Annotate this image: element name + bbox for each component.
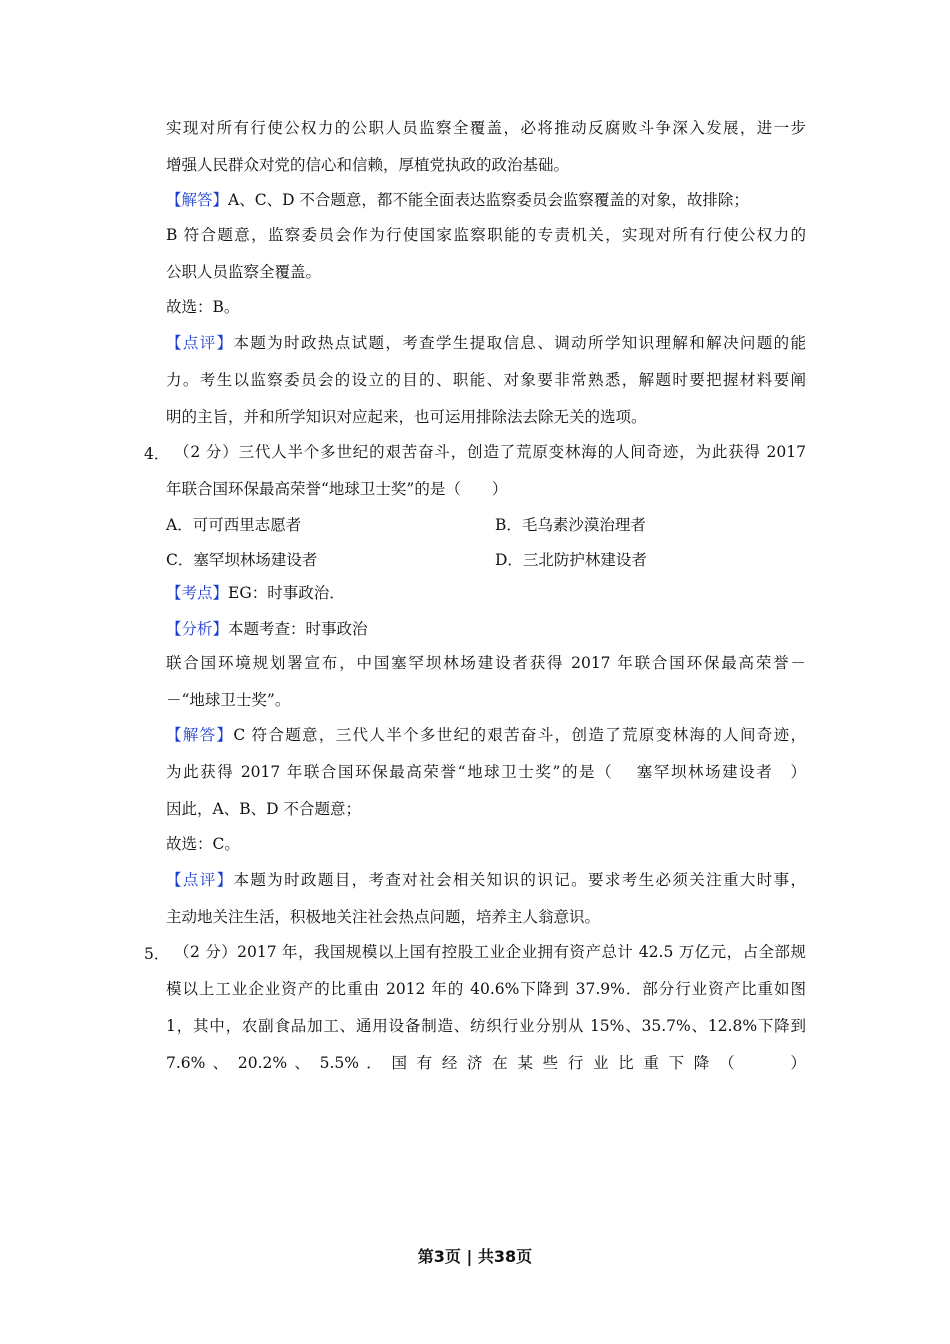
- option-c: C．塞罕坝林场建设者: [166, 551, 318, 569]
- analysis-tag: 【分析】: [166, 620, 229, 638]
- comment-text: 本题为时政热点试题，考查学生提取信息、调动所学知识理解和解决问题的能: [233, 334, 806, 352]
- question-stem: 7.6% 、 20.2% 、 5.5% ． 国 有 经 济 在 某 些 行 业 比 重 下 降 （ ）: [166, 1054, 806, 1072]
- comment-tag: 【点评】: [166, 871, 234, 889]
- comment-text: 本题为时政题目，考查对社会相关知识的识记。要求考生必须关注重大时事，: [233, 871, 806, 889]
- text-line: 公职人员监察全覆盖。: [166, 263, 322, 281]
- text-line: 因此，A、B、D 不合题意；: [166, 800, 361, 818]
- text-line: 主动地关注生活，积极地关注社会热点问题，培养主人翁意识。: [166, 908, 601, 926]
- answer-text: C 符合题意，三代人半个多世纪的艰苦奋斗，创造了荒原变林海的人间奇迹，: [233, 726, 806, 744]
- answer-text: A、C、D 不合题意，都不能全面表达监察委员会监察覆盖的对象，故排除；: [228, 191, 749, 209]
- text-line: －“地球卫士奖”。: [166, 691, 291, 709]
- text-line: 实现对所有行使公权力的公职人员监察全覆盖，必将推动反腐败斗争深入发展，进一步: [166, 119, 806, 137]
- option-a: A．可可西里志愿者: [166, 516, 302, 534]
- text-line: 力。考生以监察委员会的设立的目的、职能、对象要非常熟悉，解题时要把握材料要阐: [166, 371, 806, 389]
- answer-tag: 【解答】: [166, 726, 234, 744]
- question-stem: （2 分）三代人半个多世纪的艰苦奋斗，创造了荒原变林海的人间奇迹，为此获得 2017: [174, 443, 806, 461]
- question-stem: 年联合国环保最高荣誉“地球卫士奖”的是（ ）: [166, 480, 508, 498]
- comment-tag: 【点评】: [166, 334, 234, 352]
- answer-line: [166, 725, 806, 745]
- text-line: 明的主旨，并和所学知识对应起来，也可运用排除法去除无关的选项。: [166, 408, 647, 426]
- question-number: 4．: [144, 445, 170, 463]
- text-line: 增强人民群众对党的信心和信赖，厚植党执政的政治基础。: [166, 156, 570, 174]
- text-line: 联合国环境规划署宣布，中国塞罕坝林场建设者获得 2017 年联合国环保最高荣誉－: [166, 654, 806, 672]
- answer-tag: 【解答】: [166, 191, 229, 209]
- point-line: [166, 583, 806, 603]
- choice-line: 故选：C。: [166, 835, 240, 853]
- comment-line: [166, 870, 806, 890]
- comment-line: [166, 333, 806, 353]
- question-stem: （2 分）2017 年，我国规模以上国有控股工业企业拥有资产总计 42.5 万亿元，占全部规: [174, 943, 806, 961]
- point-text: EG：时事政治．: [228, 584, 345, 602]
- text-line: B 符合题意，监察委员会作为行使国家监察职能的专责机关，实现对所有行使公权力的: [166, 226, 806, 244]
- answer-line: [166, 190, 806, 210]
- choice-line: 故选：B。: [166, 298, 240, 316]
- question-stem: 1，其中，农副食品加工、通用设备制造、纺织行业分别从 15%、35.7%、12.8%下降到: [166, 1017, 806, 1035]
- option-d: D．三北防护林建设者: [495, 551, 647, 569]
- analysis-line: [166, 619, 806, 639]
- option-b: B．毛乌素沙漠治理者: [495, 516, 646, 534]
- analysis-text: 本题考查：时事政治: [228, 620, 368, 638]
- text-line: 为此获得 2017 年联合国环保最高荣誉“地球卫士奖”的是（ 塞罕坝林场建设者 ）: [166, 763, 806, 781]
- question-number: 5．: [144, 945, 170, 963]
- page-footer: 第3页 | 共38页: [417, 1247, 533, 1266]
- question-stem: 模以上工业企业资产的比重由 2012 年的 40.6%下降到 37.9%．部分行业资产比重如图: [166, 980, 806, 998]
- point-tag: 【考点】: [166, 584, 229, 602]
